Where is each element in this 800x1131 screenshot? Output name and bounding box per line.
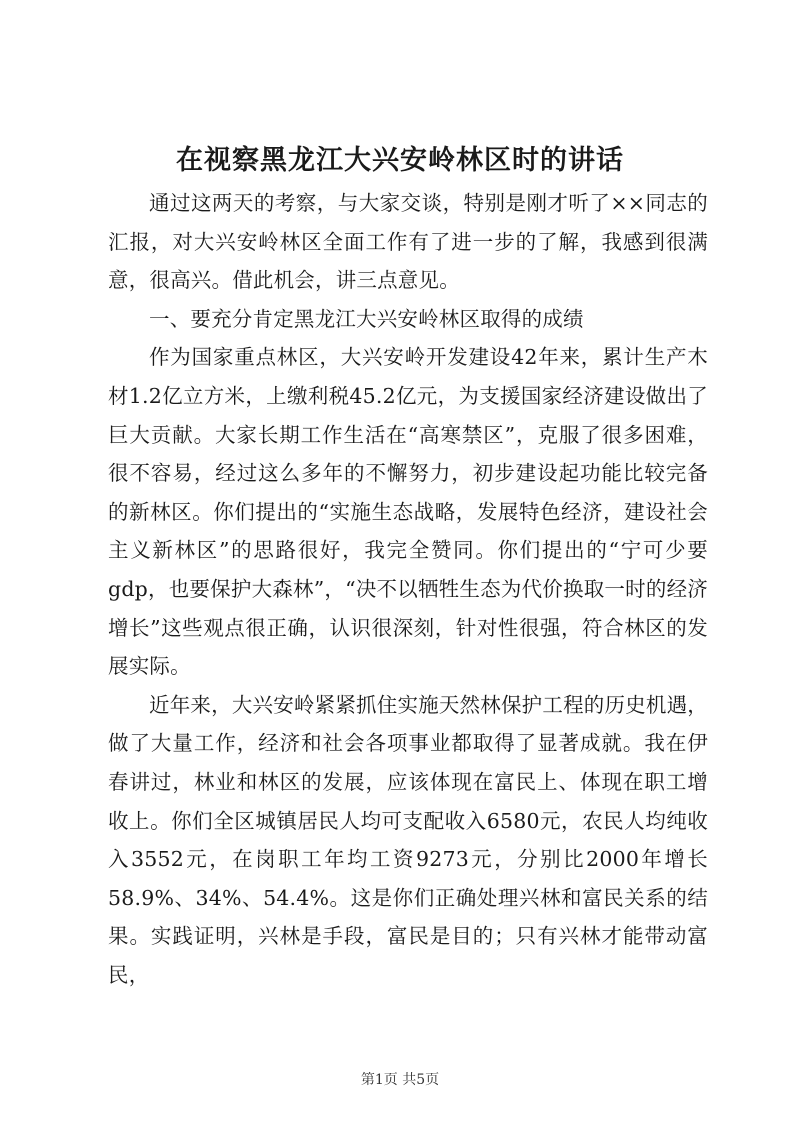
section-heading-1: 一、要充分肯定黑龙江大兴安岭林区取得的成绩 (149, 306, 584, 331)
paragraph-recent-years: 近年来，大兴安岭紧紧抓住实施天然林保护工程的历史机遇，做了大量工作，经济和社会各项事业都取得了显著成就。我在伊春讲过，林业和林区的发展，应该体现在富民上、体现在职工增收上。你们全区城镇居民人均可支配收入6580元，农民人均纯收入3552元，在岗职工年均工资9273元，分别比2000年增长58.9%、34%、54.4%。这是你们正确处理兴林和富民关系的结果。实践证明，兴林是手段，富民是目的；只有兴林才能带动富民， (108, 692, 708, 987)
page-number-footer: 第1页 共5页 (360, 1072, 440, 1088)
paragraph-achievements: 作为国家重点林区，大兴安岭开发建设42年来，累计生产木材1.2亿立方米，上缴利税45.2亿元，为支援国家经济建设做出了巨大贡献。大家长期工作生活在“高寒禁区”，克服了很多困难，很不容易，经过这么多年的不懈努力，初步建设起功能比较完备的新林区。你们提出的“实施生态战略，发展特色经济，建设社会主义新林区”的思路很好，我完全赞同。你们提出的“宁可少要gdp，也要保护大森林”，“决不以牺牲生态为代价换取一时的经济增长”这些观点很正确，认识很深刻，针对性很强，符合林区的发展实际。 (108, 345, 708, 679)
document-body (108, 184, 708, 994)
document-title: 在视察黑龙江大兴安岭林区时的讲话 (176, 145, 624, 176)
paragraph-intro: 通过这两天的考察，与大家交谈，特别是刚才听了××同志的汇报，对大兴安岭林区全面工作有了进一步的了解，我感到很满意，很高兴。借此机会，讲三点意见。 (108, 191, 708, 293)
